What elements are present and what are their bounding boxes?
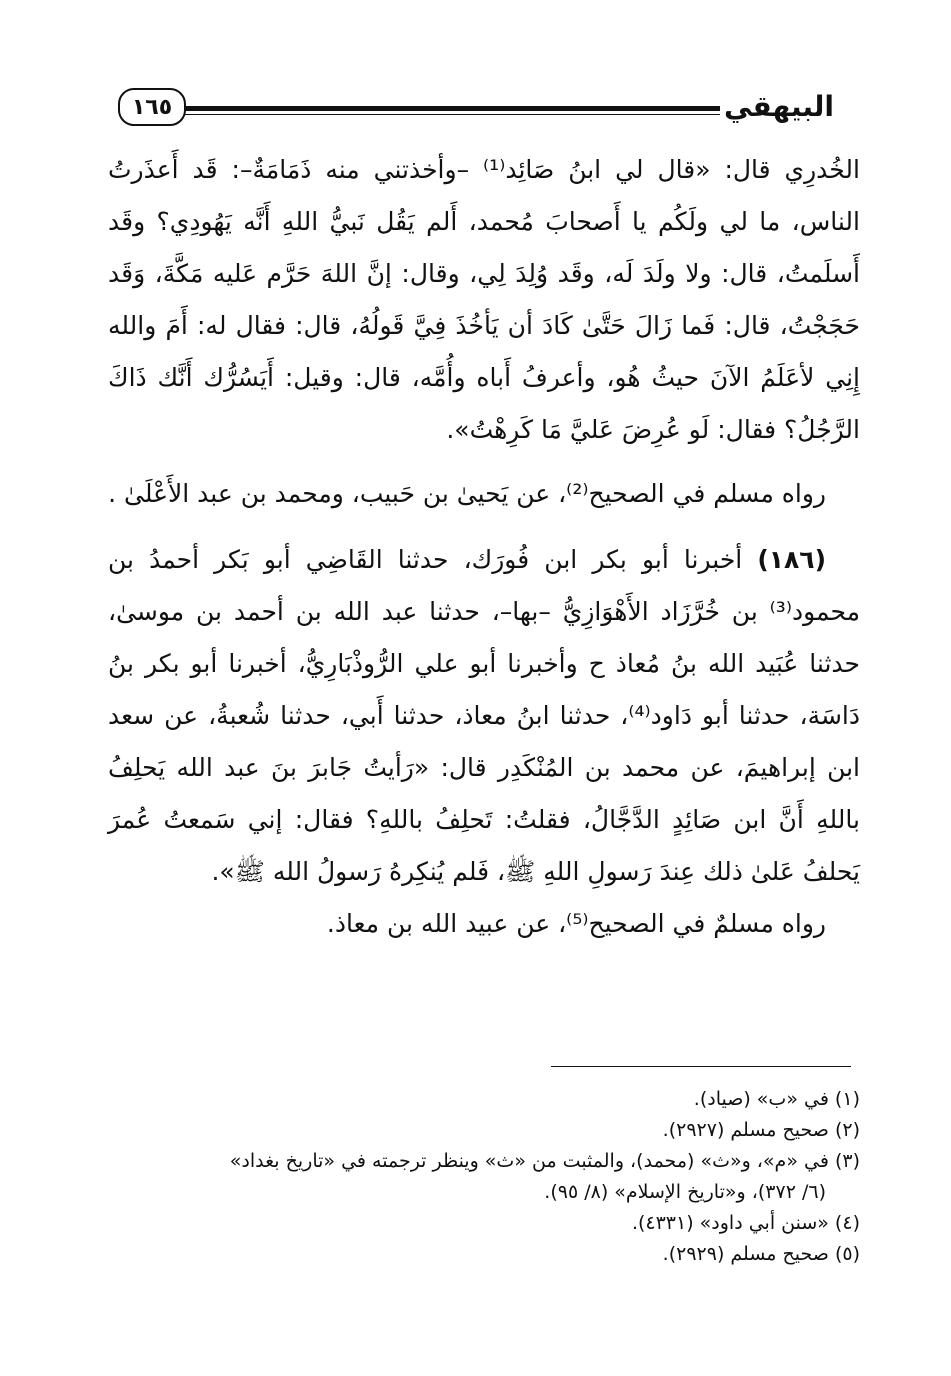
footnote-1: (١) في «ب» (صياد). [693, 1088, 860, 1110]
footnote-4: (٤) «سنن أبي داود» (٤٣٣١). [631, 1212, 860, 1234]
page-number: ١٦٥ [118, 88, 186, 126]
footnote-2: (٢) صحيح مسلم (٢٩٢٧). [662, 1119, 860, 1141]
hadith-186-text: أخبرنا أبو بكر ابن فُورَك، حدثنا القَاضِي أبو بَكر أحمدُ بن محمود⁽³⁾ بن خُرَّزَاد الأَهْوَازِيُّ –بها–، حدثنا عبد الله بن أحمد بن موسىٰ، حدثنا عُبَيد الله بنُ مُعاذ ح وأخبرنا أبو علي الرُّوذْبَارِيُّ، أخبرنا أبو بكر بنُ دَاسَة، حدثنا أبو دَاود⁽⁴⁾، حدثنا ابنُ معاذ، حدثنا أَبي، حدثنا شُعبةُ، عن سعد ابن إبراهيمَ، عن محمد بن المُنْكَدِر قال: «رَأيتُ جَابرَ بنَ عبد الله يَحلِفُ باللهِ أَنَّ ابن صَائِدٍ الدَّجَّالُ، فقلتُ: تَحلِفُ باللهِ؟ فقال: إني سَمعتُ عُمرَ يَحلفُ عَلىٰ ذلك عِندَ رَسولِ اللهِ ﷺ، فَلم يُنكِرهُ رَسولُ الله ﷺ». [108, 545, 860, 886]
page-header [112, 86, 852, 130]
hadith-number: (١٨٦) [757, 545, 826, 574]
footnote-5: (٥) صحيح مسلم (٢٩٢٩). [662, 1243, 860, 1265]
paragraph-narration-note: رواه مسلم في الصحيح⁽²⁾، عن يَحيىٰ بن حَبيب، ومحمد بن عبد الأَعْلَىٰ . [108, 479, 826, 508]
book-title: البيهقي [724, 89, 834, 123]
footnote-3: (٣) في «م»، و«ث» (محمد)، والمثبت من «ث» وينظر ترجمته في «تاريخ بغداد» [229, 1150, 860, 1172]
header-rule-thick [184, 106, 720, 111]
header-rule-thin [184, 114, 720, 115]
footnotes [108, 1084, 860, 1270]
main-text [108, 144, 860, 950]
paragraph-narration-note-2: رواه مسلمٌ في الصحيح⁽⁵⁾، عن عبيد الله بن معاذ. [326, 909, 826, 938]
footnote-separator [551, 1066, 851, 1067]
footnote-3-continued: (٦/ ٣٧٢)، و«تاريخ الإسلام» (٨/ ٩٥). [544, 1181, 826, 1203]
paragraph-hadith-186 [108, 534, 860, 898]
paragraph-hadith-text: الخُدرِي قال: «قال لي ابنُ صَائِد⁽¹⁾ –وأخذتني منه ذَمَامَةٌ–: قَد أَعذَرتُ الناس، ما لي ولَكُم يا أَصحابَ مُحمد، أَلم يَقُل نَبيُّ اللهِ أَنَّه يَهُودِي؟ وقَد أَسلَمتُ، قال: ولا ولَدَ لَه، وقَد وُلِدَ لِي، وقال: إنَّ اللهَ حَرَّم عَليه مَكَّةَ، وَقَد حَجَجْتُ، قال: فَما زَالَ حَتَّىٰ كَادَ أن يَأخُذَ فِيَّ قَولُهُ، قال: فقال له: أَمَ والله إِنِي لأعَلَمُ الآنَ حيثُ هُو، وأعرفُ أَباه وأُمَّه، قال: وقيل: أَيَسُرُّك أَنَّك ذَاكَ الرَّجُلُ؟ فقال: لَو عُرِضَ عَليَّ مَا كَرِهْتُ». [108, 155, 860, 444]
